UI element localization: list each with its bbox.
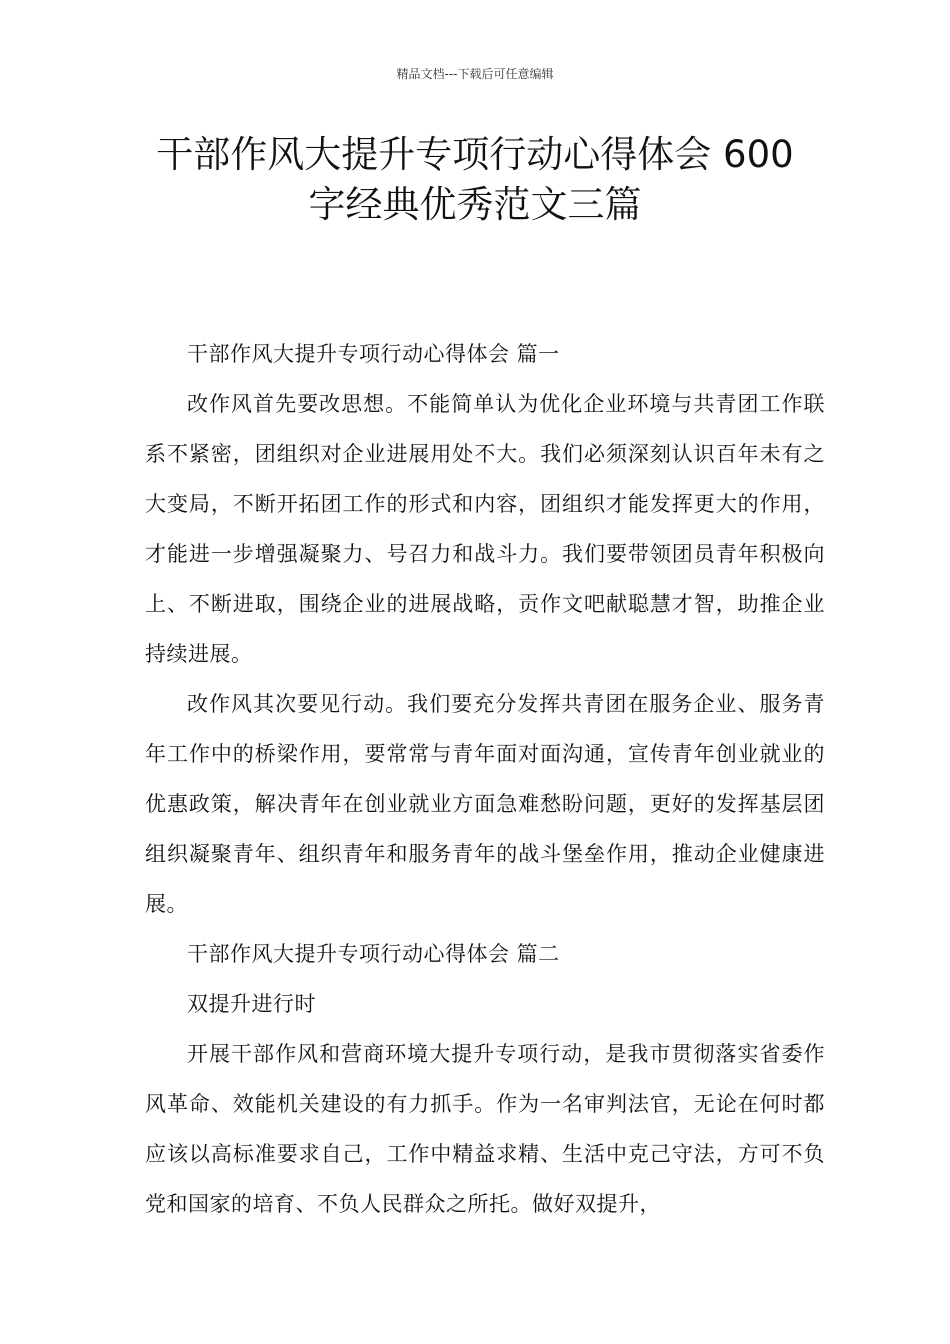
title-line-2: 字经典优秀范文三篇: [308, 183, 642, 226]
subheading: 双提升进行时: [187, 992, 316, 1016]
document-body: [145, 329, 825, 1229]
title-line-1: 干部作风大提升专项行动心得体会 600: [156, 133, 794, 176]
paragraph-1: 改作风首先要改思想。不能简单认为优化企业环境与共青团工作联系不紧密，团组织对企业进展用处不大。我们必须深刻认识百年未有之大变局，不断开拓团工作的形式和内容，团组织才能发挥更大的作用，才能进一步增强凝聚力、号召力和战斗力。我们要带领团员青年积极向上、不断进取，围绕企业的进展战略，贡作文吧献聪慧才智，助推企业持续进展。: [145, 392, 825, 666]
paragraph-3: 开展干部作风和营商环境大提升专项行动，是我市贯彻落实省委作风革命、效能机关建设的有力抓手。作为一名审判法官，无论在何时都应该以高标准要求自己，工作中精益求精、生活中克己守法，方可不负党和国家的培育、不负人民群众之所托。做好双提升，: [145, 1042, 825, 1216]
document-title: [120, 130, 830, 230]
header-note: 精品文档---下载后可任意编辑: [396, 67, 554, 81]
paragraph-2: 改作风其次要见行动。我们要充分发挥共青团在服务企业、服务青年工作中的桥梁作用，要常常与青年面对面沟通，宣传青年创业就业的优惠政策，解决青年在创业就业方面急难愁盼问题，更好的发挥基层团组织凝聚青年、组织青年和服务青年的战斗堡垒作用，推动企业健康进展。: [145, 692, 825, 916]
section-heading-1: 干部作风大提升专项行动心得体会 篇一: [187, 342, 560, 366]
section-heading-2: 干部作风大提升专项行动心得体会 篇二: [187, 942, 560, 966]
